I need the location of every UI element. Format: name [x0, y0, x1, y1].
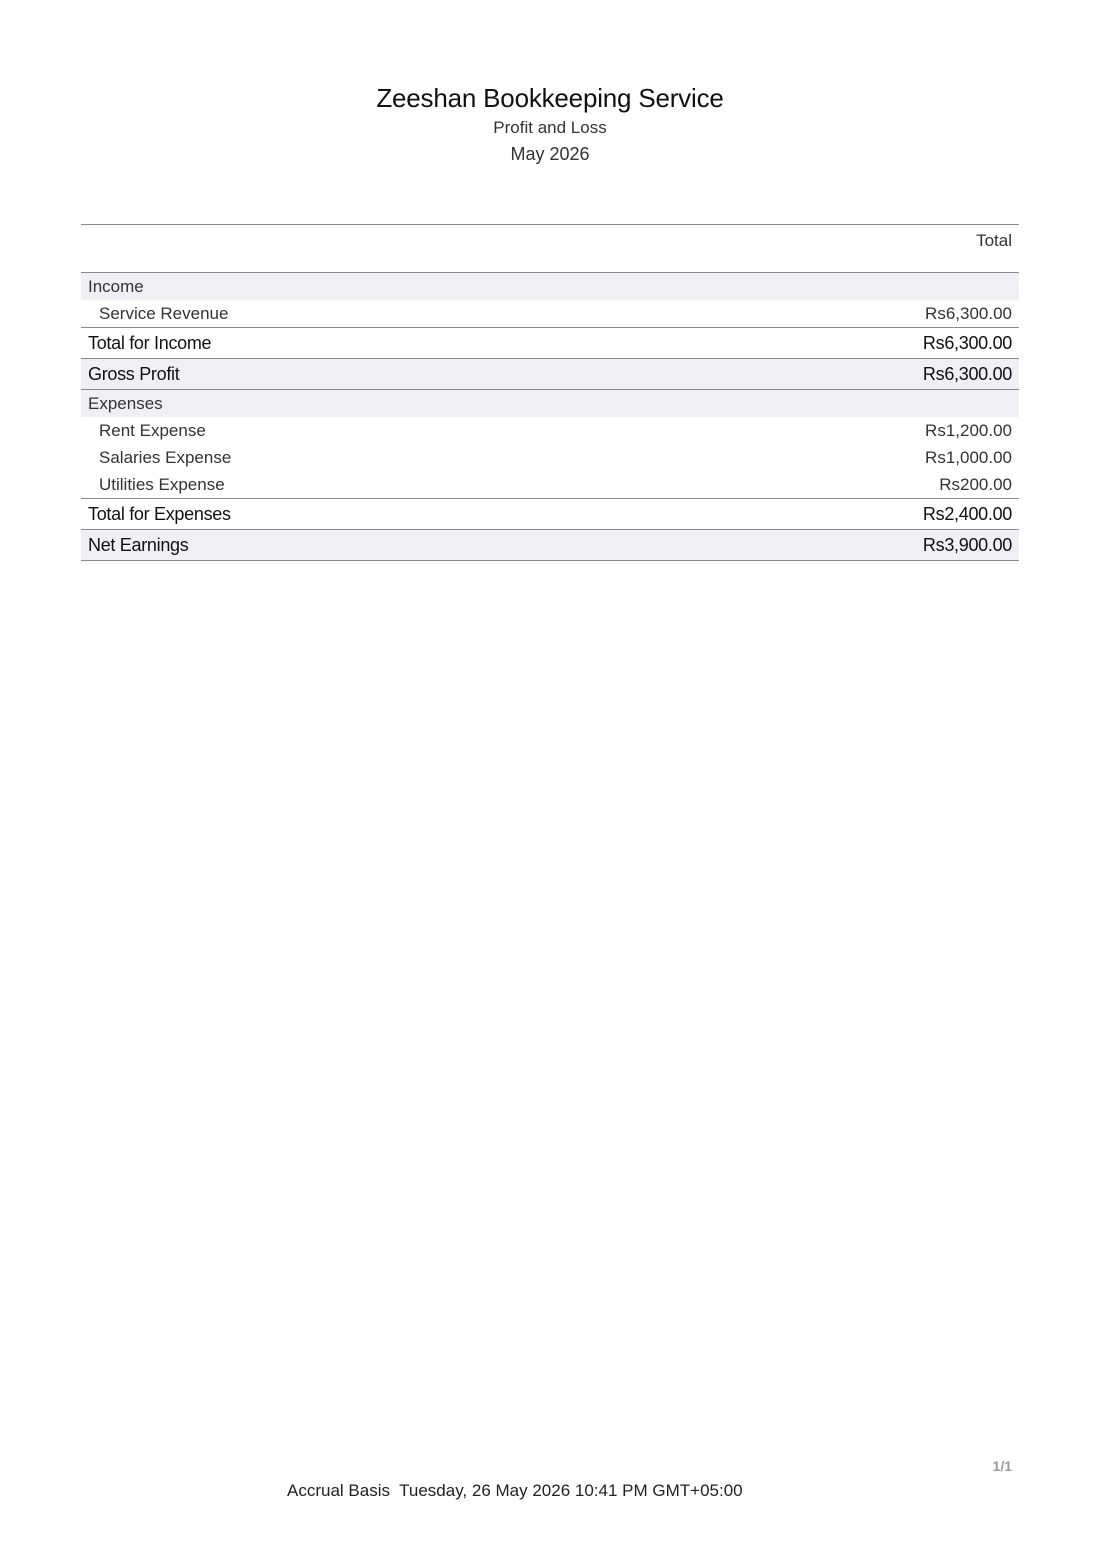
row-label: Salaries Expense	[99, 447, 232, 467]
accounting-basis: Accrual Basis	[287, 1481, 390, 1500]
total-income-label: Total for Income	[88, 332, 212, 353]
table-row	[81, 471, 1019, 498]
total-income-value: Rs6,300.00	[922, 332, 1012, 353]
section-income-label: Income	[88, 277, 144, 296]
table-row	[81, 417, 1019, 444]
row-label: Rent Expense	[99, 420, 206, 440]
row-value: Rs1,200.00	[925, 420, 1012, 440]
total-expenses-row	[81, 498, 1019, 529]
report-header	[0, 82, 1100, 165]
column-header-total: Total	[976, 231, 1012, 250]
net-earnings-value: Rs3,900.00	[922, 534, 1012, 555]
row-value: Rs1,000.00	[925, 447, 1012, 467]
report-title: Profit and Loss	[493, 118, 607, 137]
company-name: Zeeshan Bookkeeping Service	[376, 83, 724, 113]
generated-timestamp: Tuesday, 26 May 2026 10:41 PM GMT+05:00	[399, 1481, 743, 1500]
gross-profit-row	[81, 358, 1019, 389]
column-header-row	[81, 225, 1019, 273]
table-row	[81, 444, 1019, 471]
section-income	[81, 273, 1019, 300]
report-period: May 2026	[510, 144, 590, 164]
section-expenses	[81, 389, 1019, 417]
total-income-row	[81, 327, 1019, 358]
profit-loss-table	[81, 224, 1019, 561]
net-earnings-row	[81, 529, 1019, 561]
report-footer	[287, 1481, 743, 1501]
total-expenses-label: Total for Expenses	[88, 503, 231, 524]
row-value: Rs6,300.00	[925, 303, 1012, 323]
net-earnings-label: Net Earnings	[88, 534, 189, 555]
section-expenses-label: Expenses	[88, 394, 163, 413]
row-label: Utilities Expense	[99, 474, 225, 494]
table-row	[81, 300, 1019, 327]
page-number: 1/1	[992, 1458, 1012, 1474]
gross-profit-value: Rs6,300.00	[922, 363, 1012, 384]
gross-profit-label: Gross Profit	[88, 363, 180, 384]
row-label: Service Revenue	[99, 303, 229, 323]
total-expenses-value: Rs2,400.00	[922, 503, 1012, 524]
row-value: Rs200.00	[939, 474, 1012, 494]
